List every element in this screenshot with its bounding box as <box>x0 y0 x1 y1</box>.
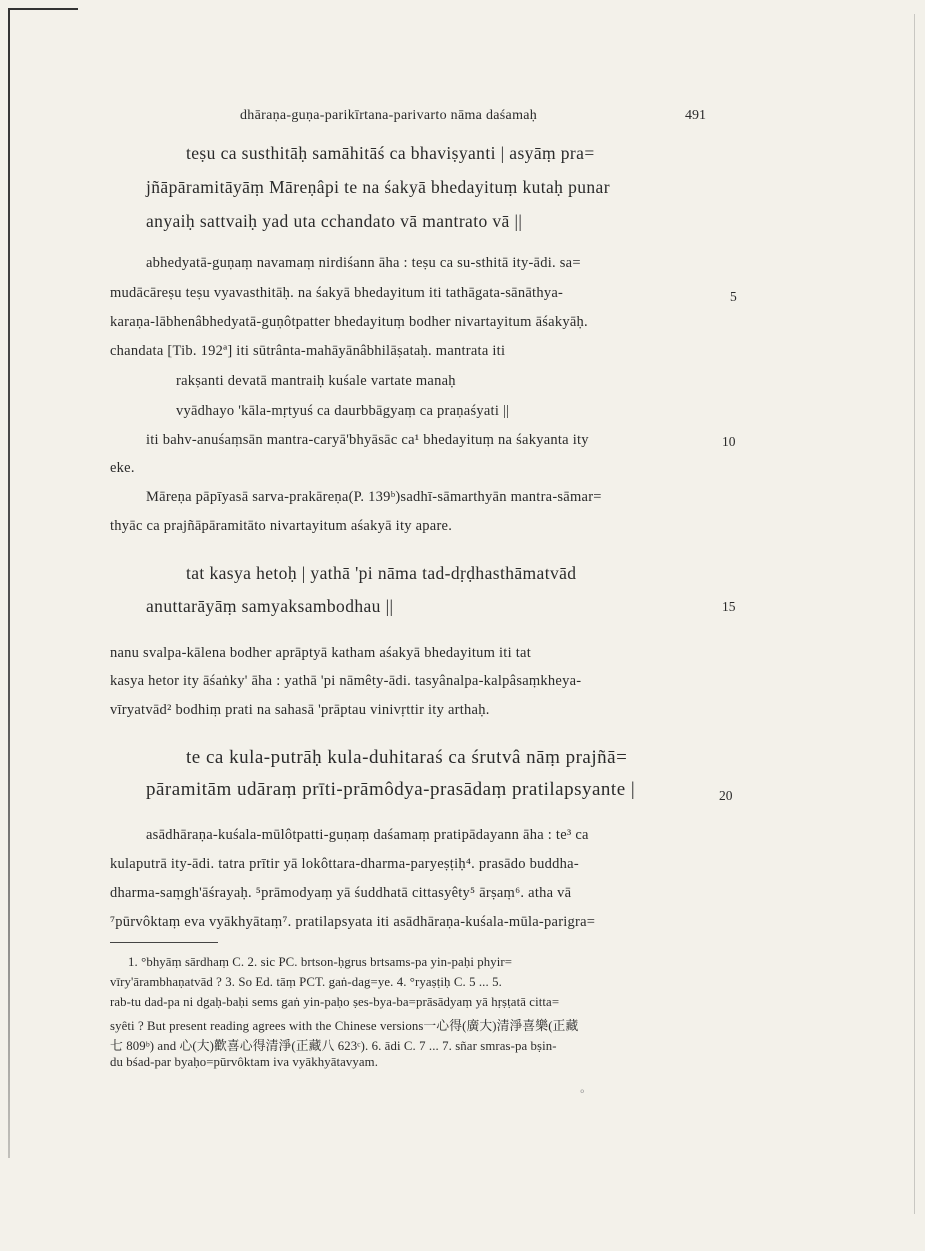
footnote-line-5: 七 809ᵇ) and 心(大)歡喜心得清淨(正藏八 623ᶜ). 6. ādi C. 7 ... 7. sñar smras-pa bṣin- <box>110 1039 557 1053</box>
commentary3-line-2: kulaputrā ity-ādi. tatra prītir yā lokôttara-dharma-paryeṣṭiḥ⁴. prasādo buddha- <box>110 856 579 872</box>
line-number-20: 20 <box>719 788 733 803</box>
page-number: 491 <box>685 108 706 123</box>
commentary1-quote-1: rakṣanti devatā mantraiḥ kuśale vartate manaḥ <box>176 373 456 389</box>
line-number-15: 15 <box>722 599 736 614</box>
commentary2-line-2: kasya hetor ity āśaṅky' āha : yathā 'pi nāmêty-ādi. tasyânalpa-kalpâsaṃkheya- <box>110 673 582 689</box>
footnote-line-6: du bśad-par byaḥo=pūrvôktam iva vyākhyātavyam. <box>110 1055 379 1069</box>
commentary3-line-4: ⁷pūrvôktaṃ eva vyākhyātaṃ⁷. pratilapsyata iti asādhāraṇa-kuśala-mūla-parigra= <box>110 914 596 930</box>
line-number-10: 10 <box>722 434 736 449</box>
footnote-rule <box>110 942 218 943</box>
commentary3-line-1: asādhāraṇa-kuśala-mūlôtpatti-guṇaṃ daśamaṃ pratipādayann āha : te³ ca <box>146 827 589 843</box>
verse1-line-1: teṣu ca susthitāḥ samāhitāś ca bhaviṣyanti | asyāṃ pra= <box>186 143 595 163</box>
commentary1-line-5: iti bahv-anuśaṃsān mantra-caryā'bhyāsāc ca¹ bhedayituṃ na śakyanta ity <box>146 432 589 448</box>
commentary1-line-3: karaṇa-lābhenâbhedyatā-guṇôtpatter bhedayituṃ bodher nivartayitum āśakyāḥ. <box>110 314 588 330</box>
commentary2-line-1: nanu svalpa-kālena bodher aprāptyā katham aśakyā bhedayitum iti tat <box>110 645 531 661</box>
verse2-line-2: anuttarāyāṃ samyaksambodhau || <box>146 596 394 616</box>
footnote-line-2: vīry'ārambhaṇatvād ? 3. So Ed. tāṃ PCT. gaṅ-dag=ye. 4. °ryaṣṭiḥ C. 5 ... 5. <box>110 975 502 989</box>
commentary1-line-7: Māreṇa pāpīyasā sarva-prakāreṇa(P. 139ᵇ)sadhī-sāmarthyān mantra-sāmar= <box>146 489 602 505</box>
footnote-line-4: syêti ? But present reading agrees with the Chinese versions一心得(廣大)清淨喜樂(正藏 <box>110 1019 579 1033</box>
commentary1-line-6: eke. <box>110 460 135 476</box>
footnote-line-3: rab-tu dad-pa ni dgaḥ-baḥi sems gaṅ yin-paḥo ṣes-bya-ba=prāsādyaṃ yā hṛṣṭatā citta= <box>110 995 560 1009</box>
commentary3-line-3: dharma-saṃgh'āśrayaḥ. ⁵prāmodyaṃ yā śuddhatā cittasyêty⁵ ārṣaṃ⁶. atha vā <box>110 885 572 901</box>
verse3-line-1: te ca kula-putrāḥ kula-duhitaraś ca śrutvâ nāṃ prajñā= <box>186 747 628 768</box>
scan-edge-top <box>8 8 78 10</box>
verse2-line-1: tat kasya hetoḥ | yathā 'pi nāma tad-dṛḍhasthāmatvād <box>186 563 577 583</box>
commentary1-line-2: mudācāreṣu teṣu vyavasthitāḥ. na śakyā bhedayitum iti tathāgata-sānāthya- <box>110 285 564 301</box>
scan-edge-left <box>8 8 10 1158</box>
commentary1-line-8: thyāc ca prajñāpāramitāto nivartayitum aśakyā ity apare. <box>110 518 453 534</box>
footnote-line-1: 1. °bhyāṃ sārdhaṃ C. 2. sic PC. brtson-ḥgrus brtsams-pa yin-paḥi phyir= <box>128 955 513 969</box>
verse1-line-3: anyaiḥ sattvaiḥ yad uta cchandato vā mantrato vā || <box>146 211 523 231</box>
commentary2-line-3: vīryatvād² bodhiṃ prati na sahasā 'prāptau vinivṛttir ity arthaḥ. <box>110 702 490 718</box>
running-title: dhāraṇa-guṇa-parikīrtana-parivarto nāma daśamaḥ <box>240 108 538 123</box>
commentary1-line-1: abhedyatā-guṇaṃ navamaṃ nirdiśann āha : teṣu ca su-sthitā ity-ādi. sa= <box>146 255 581 271</box>
line-number-5: 5 <box>730 289 737 304</box>
scan-edge-right <box>914 14 915 1214</box>
verse1-line-2: jñāpāramitāyāṃ Māreṇâpi te na śakyā bhedayituṃ kutaḥ punar <box>146 177 610 197</box>
verse3-line-2: pāramitām udāraṃ prīti-prāmôdya-prasādaṃ pratilapsyante | <box>146 779 636 800</box>
commentary1-quote-2: vyādhayo 'kāla-mṛtyuś ca daurbbāgyaṃ ca praṇaśyati || <box>176 403 510 419</box>
scan-speck: ⚬ <box>578 1087 587 1098</box>
commentary1-line-4: chandata [Tib. 192ª] iti sūtrânta-mahāyānâbhilāṣataḥ. mantrata iti <box>110 343 506 359</box>
